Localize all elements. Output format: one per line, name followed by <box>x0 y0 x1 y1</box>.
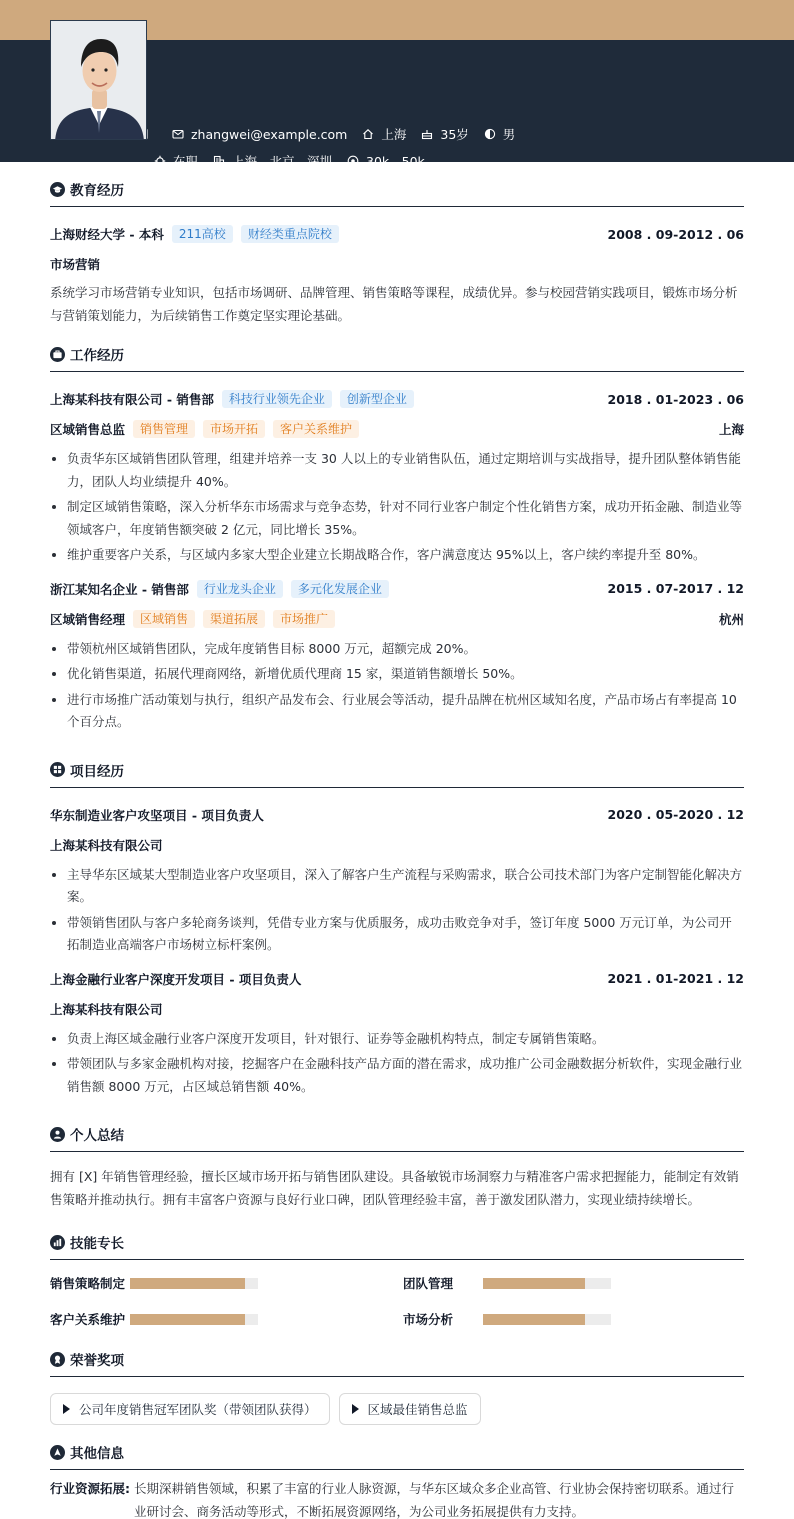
summary-text: 拥有 [X] 年销售管理经验，擅长区域市场开拓与销售团队建设。具备敏锐市场洞察力与精准客户需求把握能力，能制定有效销售策略并推动执行。拥有丰富客户资源与良好行业口碑，团队管理经验丰富，善于激发团队潜力，实现业绩持续增长。 <box>50 1169 739 1207</box>
company-tag: 行业龙头企业 <box>197 580 283 598</box>
project-company: 上海某科技有限公司 <box>50 1001 163 1017</box>
other-info-label: 行业资源拓展: <box>50 1481 130 1496</box>
skills-grid <box>50 1260 744 1328</box>
award-item <box>50 1393 330 1425</box>
role-row <box>50 414 744 444</box>
age-item <box>421 125 468 143</box>
role-skill-tag: 市场开拓 <box>203 420 265 438</box>
work-entry <box>50 574 744 734</box>
age-text: 35岁 <box>440 127 469 142</box>
project-entry <box>50 800 744 957</box>
work-bullet: 带领杭州区域销售团队，完成年度销售目标 8000 万元，超额完成 20%。 <box>50 638 744 661</box>
project-bullets <box>50 864 744 957</box>
school-tag: 211高校 <box>172 225 233 243</box>
role-skill-tag: 渠道拓展 <box>203 610 265 628</box>
target-city-text: 上海、北京、深圳 <box>232 154 333 169</box>
project-date: 2021 . 01-2021 . 12 <box>607 971 744 986</box>
role-row <box>50 604 744 634</box>
skill-name: 市场分析 <box>403 1312 454 1327</box>
education-header <box>50 219 744 249</box>
school-tag: 财经类重点院校 <box>241 225 339 243</box>
cake-icon <box>421 128 433 140</box>
resume-body <box>50 162 744 1519</box>
gender-icon <box>484 128 496 140</box>
home-icon <box>362 128 374 140</box>
section-title: 教育经历 <box>70 183 124 199</box>
pin-icon <box>50 1445 65 1460</box>
skill-bar-fill <box>130 1314 245 1325</box>
gender-text: 男 <box>502 127 516 142</box>
bar-chart-icon <box>50 1235 65 1250</box>
project-bullet: 主导华东区域某大型制造业客户攻坚项目，深入了解客户生产流程与采购需求，联合公司技术部门为客户定制智能化解决方案。 <box>50 864 744 909</box>
work-bullet: 进行市场推广活动策划与执行，组织产品发布会、行业展会等活动，提升品牌在杭州区域知名度，产品市场占有率提高 10 个百分点。 <box>50 689 744 734</box>
skill-item <box>403 1274 744 1292</box>
skill-bar <box>483 1278 611 1289</box>
section-skills <box>50 1215 744 1260</box>
work-entry <box>50 384 744 567</box>
award-text: 公司年度销售冠军团队奖（带领团队获得） <box>79 1402 317 1417</box>
section-title: 技能专长 <box>70 1236 124 1252</box>
project-company-row <box>50 994 744 1024</box>
work-bullet: 维护重要客户关系，与区域内多家大型企业建立长期战略合作，客户满意度达 95%以上，客户续约率提升至 80%。 <box>50 544 744 567</box>
play-icon <box>352 1404 359 1414</box>
skill-item <box>50 1274 403 1292</box>
work-bullet: 负责华东区域销售团队管理，组建并培养一支 30 人以上的专业销售队伍，通过定期培训与实战指导，提升团队整体销售能力，团队人均业绩提升 40%。 <box>50 448 744 493</box>
section-title: 项目经历 <box>70 763 124 780</box>
skill-bar <box>130 1314 258 1325</box>
salary-text: 30k - 50k <box>366 153 425 169</box>
gender-item <box>484 125 516 143</box>
project-name: 上海金融行业客户深度开发项目 - 项目负责人 <box>50 971 302 987</box>
project-header <box>50 964 744 994</box>
project-date: 2020 . 05-2020 . 12 <box>607 807 744 822</box>
award-text: 区域最佳销售总监 <box>367 1402 468 1417</box>
work-city: 杭州 <box>718 611 744 627</box>
section-title: 荣誉奖项 <box>70 1353 124 1369</box>
other-info-text: 长期深耕销售领域，积累了丰富的行业人脉资源，与华东区域众多企业高管、行业协会保持密切联系。通过行业研讨会、商务活动等形式，不断拓展资源网络，为公司业务拓展提供有力支持。 <box>134 1481 735 1519</box>
award-item <box>339 1393 481 1425</box>
company-name: 浙江某知名企业 - 销售部 <box>50 581 189 597</box>
project-entry <box>50 964 744 1099</box>
project-header <box>50 800 744 830</box>
skill-bar <box>483 1314 611 1325</box>
skill-bar-fill <box>483 1278 585 1289</box>
award-icon <box>50 1352 65 1367</box>
school-name: 上海财经大学 - 本科 <box>50 227 164 242</box>
skill-bar-fill <box>483 1314 585 1325</box>
work-bullets <box>50 638 744 734</box>
section-work <box>50 327 744 372</box>
other-info-row <box>50 1470 744 1519</box>
section-title: 个人总结 <box>70 1128 124 1144</box>
role-skill-tag: 区域销售 <box>133 610 195 628</box>
education-date: 2008 . 09-2012 . 06 <box>607 226 744 242</box>
company-tag: 多元化发展企业 <box>291 580 389 598</box>
major-name: 市场营销 <box>50 257 101 272</box>
email-item[interactable] <box>172 127 347 142</box>
section-projects <box>50 743 744 788</box>
section-title: 工作经历 <box>70 348 124 364</box>
education-description: 系统学习市场营销专业知识，包括市场调研、品牌管理、销售策略等课程，成绩优异。参与校园营销实践项目，锻炼市场分析与营销策划能力，为后续销售工作奠定坚实理论基础。 <box>50 285 738 323</box>
work-header <box>50 384 744 414</box>
work-date: 2018 . 01-2023 . 06 <box>607 391 744 407</box>
company-name: 上海某科技有限公司 - 销售部 <box>50 392 214 407</box>
email-text: zhangwei@example.com <box>191 126 348 142</box>
section-other <box>50 1425 744 1470</box>
role-skill-tag: 市场推广 <box>273 610 335 628</box>
company-tag: 科技行业领先企业 <box>222 390 332 408</box>
section-awards <box>50 1332 744 1377</box>
city-item <box>362 125 406 143</box>
mail-icon <box>172 128 184 140</box>
company-tag: 创新型企业 <box>340 390 414 408</box>
project-name: 华东制造业客户攻坚项目 - 项目负责人 <box>50 807 264 823</box>
skill-item <box>403 1310 744 1328</box>
role-title: 区域销售经理 <box>50 611 126 627</box>
section-title: 其他信息 <box>70 1446 124 1462</box>
role-skill-tag: 客户关系维护 <box>273 420 359 438</box>
work-bullet: 制定区域销售策略，深入分析华东市场需求与竞争态势，针对不同行业客户制定个性化销售方案，成功开拓金融、制造业等领域客户，年度销售额突破 2 亿元，同比增长 35%。 <box>50 496 744 541</box>
skill-name: 团队管理 <box>403 1276 454 1291</box>
project-bullet: 带领销售团队与客户多轮商务谈判，凭借专业方案与优质服务，成功击败竞争对手，签订年度 5000 万元订单，为公司开拓制造业高端客户市场树立标杆案例。 <box>50 912 744 957</box>
skill-bar <box>130 1278 258 1289</box>
project-bullets <box>50 1028 744 1099</box>
play-icon <box>63 1404 70 1414</box>
graduation-cap-icon <box>50 182 65 197</box>
work-city: 上海 <box>718 422 744 437</box>
contact-row-primary <box>138 125 530 143</box>
role-skill-tag: 销售管理 <box>133 420 195 438</box>
work-bullet: 优化销售渠道，拓展代理商网络，新增优质代理商 15 家，渠道销售额增长 50%。 <box>50 663 744 686</box>
project-bullet: 负责上海区域金融行业客户深度开发项目，针对银行、证券等金融机构特点，制定专属销售策略。 <box>50 1028 744 1051</box>
status-text: 在职 <box>173 154 199 169</box>
skill-item <box>50 1310 403 1328</box>
work-date: 2015 . 07-2017 . 12 <box>607 581 744 596</box>
work-bullets <box>50 448 744 567</box>
user-icon <box>50 1127 65 1142</box>
section-education <box>50 162 744 207</box>
awards-list <box>50 1377 744 1425</box>
profile-photo <box>50 20 147 140</box>
skill-name: 客户关系维护 <box>50 1312 126 1327</box>
grid-icon <box>50 762 65 777</box>
role-title: 区域销售总监 <box>50 422 126 437</box>
skill-name: 销售策略制定 <box>50 1276 126 1291</box>
skill-bar-fill <box>130 1278 245 1289</box>
section-summary <box>50 1107 744 1152</box>
briefcase-icon <box>50 347 65 362</box>
city-text: 上海 <box>381 127 407 142</box>
project-bullet: 带领团队与多家金融机构对接，挖掘客户在金融科技产品方面的潜在需求，成功推广公司金融数据分析软件，实现金融行业销售额 8000 万元，占区域总销售额 40%。 <box>50 1053 744 1098</box>
major-row <box>50 249 744 279</box>
project-company: 上海某科技有限公司 <box>50 837 163 853</box>
work-header <box>50 574 744 604</box>
project-company-row <box>50 830 744 860</box>
